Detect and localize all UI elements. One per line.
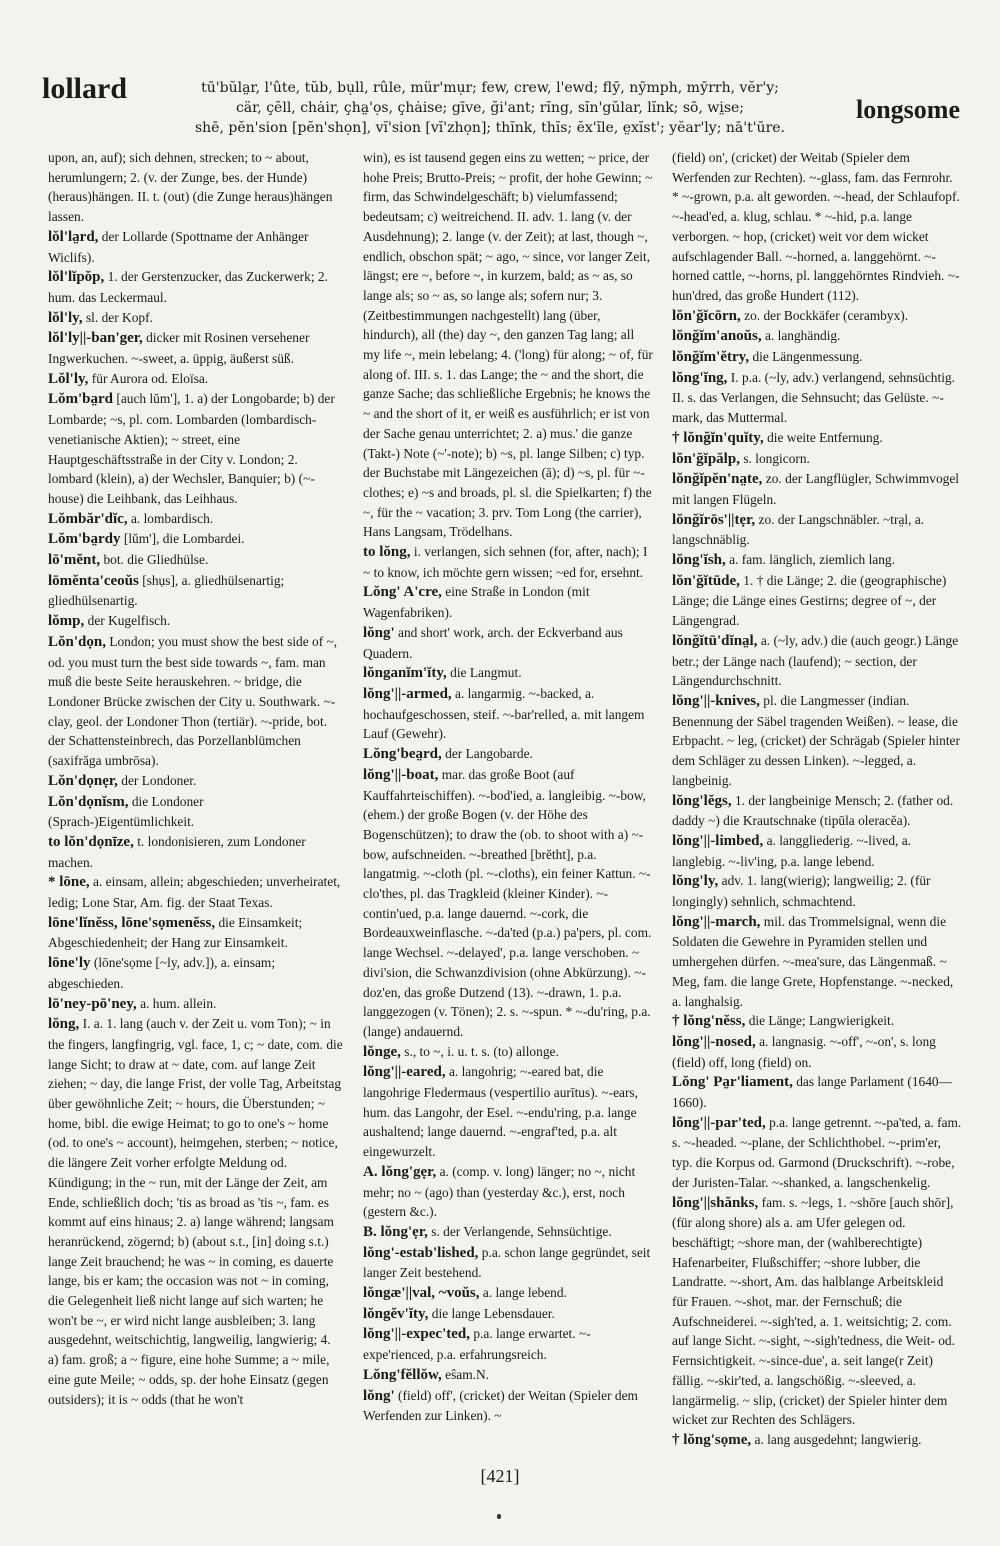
pronunciation-key bbox=[190, 78, 790, 138]
dictionary-entry bbox=[672, 1072, 962, 1112]
entry-definition: pl. die Langmesser (indian. Benennung der Säbel tragenden Weißen). ~ lease, die Erbpacht. ~ leg, (cricket) der Schrägab (Spieler hinter dem Schläger zu dessen Linken). ~-legged, a. langbeinig. bbox=[672, 692, 960, 788]
dictionary-entry bbox=[672, 449, 962, 470]
entry-definition: 1. † die Länge; 2. die (geographische) Länge; die Länge eines Gestirns; degree of ~, der Längengrad. bbox=[672, 572, 947, 629]
entry-headword: Lŏn'dọn, bbox=[48, 633, 106, 650]
dictionary-entry bbox=[672, 347, 962, 368]
entry-definition: (field) off', (cricket) der Weitan (Spieler dem Werfenden zur Linken). ~ bbox=[363, 1387, 638, 1424]
entry-definition: zo. der Bockkäfer (cerambyx). bbox=[744, 307, 909, 323]
dictionary-entry bbox=[363, 1243, 653, 1283]
entry-headword: lŏnğĭm'ĕtry, bbox=[672, 349, 750, 366]
dictionary-entry bbox=[672, 550, 962, 571]
entry-headword: lŏng'||-expec'ted, bbox=[363, 1326, 471, 1343]
entry-headword: lō'ney-pō'ney, bbox=[48, 995, 137, 1012]
dictionary-entry bbox=[363, 542, 653, 582]
dictionary-entry bbox=[48, 571, 344, 611]
entry-definition: London; you must show the best side of ~, od. you must turn the best side towards ~, fam. man muß die beste Seite herauskehren. ~ bridge, die Londoner Brücke zwischen der City u. Southwark. ~-clay, geol. der Londoner Thon (tertiär). ~-pride, bot. der Schattensteinbrech, das Porzellanblümchen (saxifrăga umbrōsa). bbox=[48, 633, 338, 769]
dictionary-entry bbox=[48, 550, 344, 571]
entry-definition: zo. der Langflügler, Schwimmvogel mit langen Flügeln. bbox=[672, 471, 959, 507]
entry-headword: * lōne, bbox=[48, 874, 90, 891]
dictionary-entry bbox=[672, 428, 962, 449]
entry-headword: lŏngæ'||val, ~voŭs, bbox=[363, 1285, 480, 1302]
dictionary-entry bbox=[48, 328, 344, 368]
entry-definition: sl. der Kopf. bbox=[85, 309, 153, 325]
entry-definition: p.a. schon lange gegründet, seit langer Zeit bestehend. bbox=[363, 1244, 651, 1281]
dictionary-entry bbox=[363, 1062, 653, 1162]
entry-definition: a. langarmig. ~-backed, a. hochaufgeschossen, steif. ~-bar'relled, a. mit langem Lauf (Gewehr). bbox=[363, 685, 645, 742]
dictionary-entry bbox=[363, 1324, 653, 1364]
entry-definition: mil. das Trommelsignal, wenn die Soldaten die Gewehre in Pyramiden stellen und umhergehen dürfen. ~-mea'sure, das Längenmaß. ~ Meg, fam. die lange Grete, Hopfenstange. ~-necked, a. langhalsig. bbox=[672, 913, 954, 1009]
entry-headword: Lŏm'ba̤rdy bbox=[48, 531, 121, 548]
entry-headword: lŏnğĭpĕn'na̤te, bbox=[672, 471, 763, 488]
dictionary-column-2 bbox=[363, 148, 653, 1456]
entry-headword: lŏng'||-boat, bbox=[363, 766, 439, 783]
entry-definition: eine Straße in London (mit Wagenfabriken). bbox=[363, 584, 590, 621]
dictionary-entry bbox=[48, 529, 344, 550]
entry-definition: (field) on', (cricket) der Weitab (Spieler dem Werfenden zur Rechten). ~-glass, fam. das Fernrohr. * ~-grown, p.a. alt geworden. ~-head, der Schlaufopf. ~-head'ed, a. klug, schlau. * ~-hid, p.a. lange verborgen. ~ hop, (cricket) weit vor dem wicket aufschlagender Ball. ~-horned, a. langgehörnt. ~-horned cattle, ~-horns, pl. langgehörntes Rindvieh. ~-hun'dred, das große Hundert (112). bbox=[672, 150, 960, 303]
entry-definition: zo. der Langschnäbler. ~tra̤l, a. langschnäblig. bbox=[672, 511, 925, 548]
dictionary-entry bbox=[672, 1011, 962, 1032]
entry-headword: † lŏnğĭn'quĭty, bbox=[672, 429, 764, 446]
entry-headword: Lŏl'ly, bbox=[48, 370, 89, 387]
dictionary-entry bbox=[48, 389, 344, 508]
entry-headword: lŏng'lĕgs, bbox=[672, 792, 732, 809]
entry-headword: lŏnge, bbox=[363, 1043, 401, 1060]
entry-definition: die Längenmessung. bbox=[752, 349, 863, 365]
dictionary-entry bbox=[363, 1042, 653, 1063]
dictionary-entry bbox=[48, 611, 344, 632]
entry-definition: a. lang ausgedehnt; langwierig. bbox=[754, 1432, 922, 1447]
dictionary-entry bbox=[363, 1222, 653, 1243]
entry-headword: lŏng'||-knives, bbox=[672, 692, 760, 709]
entry-definition: 1. der Gerstenzucker, das Zuckerwerk; 2. hum. das Leckermaul. bbox=[48, 269, 328, 305]
pronunciation-key-line: shē, pĕn'sion [pĕn'shọn], vĭ'sion [vĭ'zhọn]; thĭnk, thĭs; ĕx'ĭle, e̤xĭst'; yĕar'ly; nā't'ūre. bbox=[194, 120, 785, 136]
entry-definition: a. (~ly, adv.) die (auch geogr.) Länge betr.; der Länge nach (laufend); ~ section, der Längendurchschnitt. bbox=[672, 632, 959, 689]
dictionary-entry bbox=[672, 691, 962, 791]
entry-headword: lŏl'lĭpŏp, bbox=[48, 269, 105, 286]
entry-definition: der Kugelfisch. bbox=[87, 613, 171, 629]
entry-headword: Lŏng' A'cre, bbox=[363, 584, 442, 601]
dictionary-entry bbox=[363, 148, 653, 542]
dictionary-entry bbox=[363, 1162, 653, 1222]
dictionary-entry bbox=[48, 872, 344, 912]
entry-headword: lŏng'||shănks, bbox=[672, 1194, 759, 1211]
entry-definition: t. londonisieren, zum Londoner machen. bbox=[48, 833, 306, 870]
entry-headword: lŏng'||-limbed, bbox=[672, 832, 764, 849]
dictionary-entry bbox=[363, 623, 653, 663]
entry-headword: lŏng'ĭsh, bbox=[672, 552, 726, 569]
entry-headword: lō'mĕnt, bbox=[48, 552, 101, 569]
entry-headword: B. lŏng'ẹr, bbox=[363, 1223, 428, 1240]
entry-definition: die Einsamkeit; Abgeschiedenheit; der Hang zur Einsamkeit. bbox=[48, 914, 303, 951]
dictionary-entry bbox=[363, 663, 653, 684]
entry-definition: a. langnasig. ~-off', ~-on', s. long (field) off, long (field) on. bbox=[672, 1033, 936, 1070]
dictionary-entry bbox=[48, 953, 344, 993]
dictionary-entry bbox=[48, 267, 344, 307]
dictionary-entry bbox=[363, 684, 653, 744]
dictionary-entry bbox=[672, 871, 962, 911]
entry-definition: der Langobarde. bbox=[445, 746, 533, 762]
dictionary-entry bbox=[363, 1304, 653, 1325]
entry-definition: p.a. lange erwartet. ~-expe'rienced, p.a. erfahrungsreich. bbox=[363, 1326, 591, 1363]
entry-definition: a. einsam, allein; abgeschieden; unverheiratet, ledig; Lone Star, Am. fig. der Staat Texas. bbox=[48, 874, 341, 911]
entry-headword: Lŏng' Pa̤r'liament, bbox=[672, 1074, 793, 1091]
dictionary-entry bbox=[363, 582, 653, 622]
dictionary-columns bbox=[48, 148, 962, 1456]
entry-definition: die Langmut. bbox=[450, 665, 522, 681]
entry-headword: to lŏng, bbox=[363, 544, 411, 561]
entry-definition: bot. die Gliedhülse. bbox=[103, 552, 209, 568]
dictionary-entry bbox=[672, 571, 962, 631]
entry-headword: lŏng'-estab'lished, bbox=[363, 1244, 479, 1261]
entry-definition: a. fam. länglich, ziemlich lang. bbox=[729, 552, 895, 568]
guide-word-right: longsome bbox=[856, 95, 960, 124]
dictionary-entry bbox=[672, 1032, 962, 1072]
entry-definition: a. langhändig. bbox=[764, 328, 841, 344]
entry-headword: Lŏng'bea̤rd, bbox=[363, 746, 442, 763]
dictionary-entry bbox=[672, 326, 962, 347]
entry-definition: s. longicorn. bbox=[743, 450, 810, 466]
entry-headword: Lŏn'dọnĭsm, bbox=[48, 793, 129, 810]
dictionary-entry bbox=[672, 912, 962, 1012]
dictionary-entry bbox=[48, 792, 344, 832]
entry-headword: lŏng'||-par'ted, bbox=[672, 1114, 766, 1131]
dictionary-entry bbox=[48, 632, 344, 771]
entry-headword: lŏl'ly||-ban'ger, bbox=[48, 330, 143, 347]
entry-headword: lŏng'||-armed, bbox=[363, 685, 452, 702]
entry-definition: [lŭm'], die Lombardei. bbox=[123, 531, 245, 547]
entry-definition: I. a. 1. lang (auch v. der Zeit u. vom Ton); ~ in the fingers, langfingrig, vgl. face, 1, c; ~ date, com. die lange Sicht; to draw at ~ date, com. auf lange Zeit ziehen; ~ day, die lange Frist, der volle Tag, Arbeitstag über gewöhnliche Zeit; ~ hours, die Überstunden; ~ home, bibl. die ewige Heimat; to go to one's ~ home (od. to one's ~ account), heimgehen, sterben; ~ notice, die längere Zeit vorher erfolgte Meldung od. Kündigung; in the ~ run, mit der Länge der Zeit, am Ende, schließlich doch; 'tis as broad as 'tis ~, fam. es kommt auf eins hinaus; 2. a) lange während; langsam heranrückend, zögernd; b) (about s.t., [in] doing s.t.) lange Zeit brauchend; he was ~ in coming, es dauerte lange, bis er kam; the occasion was not ~ in coming, die Gelegenheit ließ nicht lange auf sich warten; he won't be ~, er wird nicht lange ausbleiben; 3. lang ausgedehnt, weitschichtig, langweilig, langwierig; 4. a) fam. groß; a ~ figure, eine hohe Summe; a ~ mile, eine gute Meile; ~ odds, sp. der hohe Einsatz (gegen outsiders); it is ~ odds (that he won't bbox=[48, 1016, 343, 1407]
entry-headword: Lŏm'ba̤rd bbox=[48, 391, 114, 408]
entry-headword: lŏng, bbox=[48, 1016, 80, 1033]
dictionary-entry bbox=[48, 148, 344, 227]
entry-headword: lŏn'ğĭtūde, bbox=[672, 572, 740, 589]
entry-headword: lŏnganĭm'ĭty, bbox=[363, 665, 447, 682]
entry-definition: [auch lŭm'], 1. a) der Longobarde; b) der Lombarde; ~s, pl. com. Lombarden (lombardisch-venetianische Aktien); ~ street, eine Hauptgeschäftsstraße in der City v. London; 2. lombard (klein), a) der Wechsler, Banquier; b) (~-house) die Leihbank, das Leihhaus. bbox=[48, 391, 335, 506]
entry-definition: s. der Verlangende, Sehnsüchtige. bbox=[431, 1223, 612, 1239]
dictionary-entry bbox=[672, 510, 962, 550]
entry-definition: eŝam.N. bbox=[445, 1366, 490, 1382]
entry-definition: dicker mit Rosinen versehener Ingwerkuchen. ~-sweet, a. üppig, äußerst süß. bbox=[48, 330, 310, 367]
entry-headword: lŏnğĭrōs'||tẹr, bbox=[672, 511, 756, 528]
dictionary-entry bbox=[672, 631, 962, 691]
entry-headword: lŏl'ly, bbox=[48, 309, 83, 326]
entry-headword: † lŏng'sọme, bbox=[672, 1432, 752, 1448]
dictionary-entry bbox=[672, 148, 962, 306]
entry-definition: mar. das große Boot (auf Kauffahrteischiffen). ~-bod'ied, a. langleibig. ~-bow, (ehem.) der große Bogen (v. der Höhe des Bogenschützen); to draw the (ob. to shoot with a) ~-bow, aufschneiden. ~-breathed [brĕtht], p.a. langatmig. ~-cloth (pl. ~-cloths), ein feiner Kattun. ~-clo'thes, pl. das Tragkleid (kleiner Kinder). ~-contin'ued, p.a. lange dauernd. ~-cork, die Bordeauxweinflasche. ~-da'ted (p.a.) pa'pers, pl. com. lange Wechsel. ~-delayed', p.a. lange verschoben. ~ divi'sion, die Schwanzdivision (ohne Abkürzung). ~-doz'en, das große Dutzend (13). ~-drawn, 1. p.a. langgezogen (v. Tönen); 2. s. ~-spun. * ~-du'ring, p.a. (lange) andauernd. bbox=[363, 766, 652, 1039]
dictionary-entry bbox=[672, 368, 962, 428]
pronunciation-key-line: cär, çĕll, chȧir, çha̤'ọs, çhȧise; gīve, ği'ant; rĭng, sĭn'gŭlar, lĭnk; sō, wi̤se; bbox=[235, 100, 745, 116]
dictionary-entry bbox=[672, 1193, 962, 1430]
entry-headword: Lŏmbăr'dĭc, bbox=[48, 510, 128, 527]
ink-dot bbox=[497, 1514, 501, 1519]
entry-definition: für Aurora od. Eloïsa. bbox=[91, 370, 209, 386]
dictionary-column-3 bbox=[672, 148, 962, 1456]
dictionary-entry bbox=[48, 832, 344, 872]
page-number: [421] bbox=[480, 1466, 520, 1486]
entry-definition: 1. der langbeinige Mensch; 2. (father od. daddy ~) die Krautschnake (tipūla oleracĕa). bbox=[672, 792, 954, 829]
entry-definition: I. p.a. (~ly, adv.) verlangend, sehnsüchtig. II. s. das Verlangen, die Sehnsucht; das Gelüste. ~-mark, das Muttermal. bbox=[672, 369, 955, 426]
dictionary-entry bbox=[363, 1283, 653, 1304]
dictionary-entry bbox=[672, 1430, 962, 1451]
dictionary-entry bbox=[48, 1014, 344, 1409]
entry-definition: a. langgliederig. ~-lived, a. langlebig. ~-liv'ing, p.a. lange lebend. bbox=[672, 832, 912, 869]
dictionary-entry bbox=[363, 744, 653, 765]
dictionary-entry bbox=[48, 369, 344, 390]
entry-headword: Lŏng'fĕllŏw, bbox=[363, 1366, 442, 1383]
entry-headword: lŏng'ly, bbox=[672, 873, 719, 890]
dictionary-entry bbox=[672, 1113, 962, 1193]
entry-headword: lōmĕnta'ceoŭs bbox=[48, 572, 139, 589]
entry-definition: i. verlangen, sich sehnen (for, after, nach); I ~ to know, ich möchte gern wissen; ~ed for, ersehnt. bbox=[363, 544, 648, 580]
entry-headword: lōne'ly bbox=[48, 955, 91, 972]
entry-definition: adv. 1. lang(wierig); langweilig; 2. (für longingly) sehnlich, schmachtend. bbox=[672, 873, 931, 910]
entry-headword: lŏng' bbox=[363, 1387, 395, 1404]
entry-definition: a. hum. allein. bbox=[140, 995, 217, 1011]
entry-definition: a. (comp. v. long) länger; no ~, nicht mehr; no ~ (ago) than (yesterday &c.), erst, noch (gestern &c.). bbox=[363, 1163, 636, 1220]
dictionary-entry bbox=[48, 509, 344, 530]
entry-headword: lŏng'||-march, bbox=[672, 913, 761, 930]
dictionary-entry bbox=[48, 227, 344, 267]
entry-definition: fam. s. ~legs, 1. ~shōre [auch shōr], (für along shore) als a. am Ufer gelegen od. beschäftigt; ~shore man, der (wahlberechtigte) Hafenarbeiter, Flußschiffer; ~shore lubber, die Landratte. ~-short, Am. das halblange Arbeitskleid für Frauen. ~-shot, mar. der Fernschuß; die Aufschneiderei. ~-sigh'ted, a. 1. weitsichtig; 2. com. auf lange Sicht. ~-sight, ~-sigh'tedness, die Weit- od. Fernsichtigkeit. ~-since-due', a. seit lange(r Zeit) fällig. ~-skir'ted, a. langschößig. ~-sleeved, a. langärmelig. ~ slip, (cricket) der Spieler hinter dem wicket zur Rechten des Schlägers. bbox=[672, 1194, 955, 1428]
entry-headword: to lŏn'dọnīze, bbox=[48, 833, 134, 850]
dictionary-entry bbox=[672, 831, 962, 871]
entry-definition: s., to ~, i. u. t. s. (to) allonge. bbox=[404, 1043, 559, 1059]
entry-headword: † lŏng'nĕss, bbox=[672, 1013, 746, 1030]
pronunciation-key-line: tū'bŭla̤r, l'ûte, tŭb, bụll, rûle, mür'mụr; few, crew, l'ewd; flӯ, nӯmph, mӯrrh, vĕr'y; bbox=[201, 80, 779, 96]
dictionary-column-1 bbox=[48, 148, 344, 1456]
dictionary-entry bbox=[48, 308, 344, 329]
dictionary-entry bbox=[363, 1365, 653, 1386]
entry-definition: a. lombardisch. bbox=[130, 510, 214, 526]
entry-headword: lŏn'ğĭpălp, bbox=[672, 450, 740, 467]
dictionary-entry bbox=[48, 771, 344, 792]
entry-definition: der Londoner. bbox=[121, 772, 197, 788]
dictionary-entry bbox=[363, 1386, 653, 1426]
entry-headword: lŏnğĭtū'dĭna̤l, bbox=[672, 632, 758, 649]
entry-headword: lōne'lĭnĕss, lōne'sọmenĕss, bbox=[48, 914, 216, 931]
entry-definition: der Lollarde (Spottname der Anhänger Wiclifs). bbox=[48, 228, 309, 265]
entry-headword: lŏng' bbox=[363, 624, 395, 641]
entry-definition: and short' work, arch. der Eckverband aus Quadern. bbox=[363, 624, 623, 661]
entry-headword: lŏng'||-nosed, bbox=[672, 1033, 756, 1050]
dictionary-entry bbox=[48, 994, 344, 1015]
entry-definition: das lange Parlament (1640—1660). bbox=[672, 1074, 952, 1111]
entry-definition: die Länge; Langwierigkeit. bbox=[748, 1013, 895, 1029]
entry-headword: A. lŏng'gẹr, bbox=[363, 1163, 437, 1180]
dictionary-entry bbox=[672, 469, 962, 509]
entry-headword: lŏngĕv'ĭty, bbox=[363, 1305, 429, 1322]
entry-headword: lŏmp, bbox=[48, 613, 85, 630]
entry-definition: upon, an, auf); sich dehnen, strecken; to ~ about, herumlungern; 2. (v. der Zunge, bes. der Hunde) (heraus)hängen. II. t. (out) (die Zunge heraus)hängen lassen. bbox=[48, 150, 333, 225]
entry-definition: win), es ist tausend gegen eins zu wetten; ~ price, der hohe Preis; Brutto-Preis; ~ profit, der hohe Gewinn; ~ firm, das Schwindelgeschäft; b) vielumfassend; bedeutsam; c) weitreichend. II. adv. 1. lang (v. der Ausdehnung); 2. lange (v. der Zeit); at last, though ~, endlich, obschon spät; ~ ago, ~ since, vor langer Zeit, längst; ere ~, before ~, in kurzem, bald; as ~ as, so lange als; so ~ as, so lange als; sofern nur; 3. (Zeitbestimmungen nachgestellt) lang (über, hindurch), all (the) day ~, den ganzen Tag lang; all my life ~, mein lebelang; 4. ('long) für along; ~ of, für along of. III. s. 1. das Lange; the ~ and the short, die ganze Sache; das schließliche Ergebnis; he knows the ~ and the short of it, er weiß es ausführlich; er ist von der Sache genau unterrichtet; 2. a) mus.' die ganze (Takt-) Note (~'-note); b) ~s, pl. lange Silben; c) typ. der Buchstabe mit Längezeichen (ā); d) ~s, pl. für ~-clothes; e) ~s and broads, pl. sl. die Spielkarten; f) the ~, für the ~ vacation; 3. prv. Tom Long (the carrier), Hans Langsam, Trödelhans. bbox=[363, 150, 653, 540]
entry-definition: die lange Lebensdauer. bbox=[431, 1305, 555, 1321]
entry-headword: Lŏn'dọnẹr, bbox=[48, 772, 118, 789]
entry-definition: a. lange lebend. bbox=[482, 1285, 567, 1301]
entry-definition: die Londoner (Sprach-)Eigentümlichkeit. bbox=[48, 793, 204, 830]
entry-definition: (lōne'sọme [~ly, adv.]), a. einsam; abgeschieden. bbox=[48, 955, 276, 991]
entry-definition: p.a. lange getrennt. ~-pa'ted, a. fam. s. ~-headed. ~-plane, der Schlichthobel. ~-prim'er, typ. die Korpus od. Garmond (Druckschrift). ~-robe, der Juristen-Talar. ~-shanked, a. langschenkelig. bbox=[672, 1114, 962, 1190]
entry-headword: lŏng'ĭng, bbox=[672, 369, 728, 386]
entry-definition: a. langohrig; ~-eared bat, die langohrige Fledermaus (vespertilio aurītus). ~-ears, hum. das Langohr, der Esel. ~-endu'ring, p.a. lange aushaltend; lange dauernd. ~-engraf'ted, p.a. alt eingewurzelt. bbox=[363, 1064, 638, 1160]
entry-definition: die weite Entfernung. bbox=[767, 429, 883, 445]
entry-headword: lŏng'||-eared, bbox=[363, 1064, 446, 1081]
entry-headword: lŏn'ğĭcōrn, bbox=[672, 307, 741, 324]
entry-definition: [shụs], a. gliedhülsenartig; gliedhülsenartig. bbox=[48, 572, 285, 609]
dictionary-entry bbox=[672, 791, 962, 831]
entry-headword: lŏnğĭm'anoŭs, bbox=[672, 328, 762, 345]
dictionary-entry bbox=[48, 913, 344, 953]
guide-word-left: lollard bbox=[42, 72, 128, 105]
dictionary-entry bbox=[363, 765, 653, 1042]
dictionary-entry bbox=[672, 306, 962, 327]
entry-headword: lŏl'la̤rd, bbox=[48, 228, 99, 245]
